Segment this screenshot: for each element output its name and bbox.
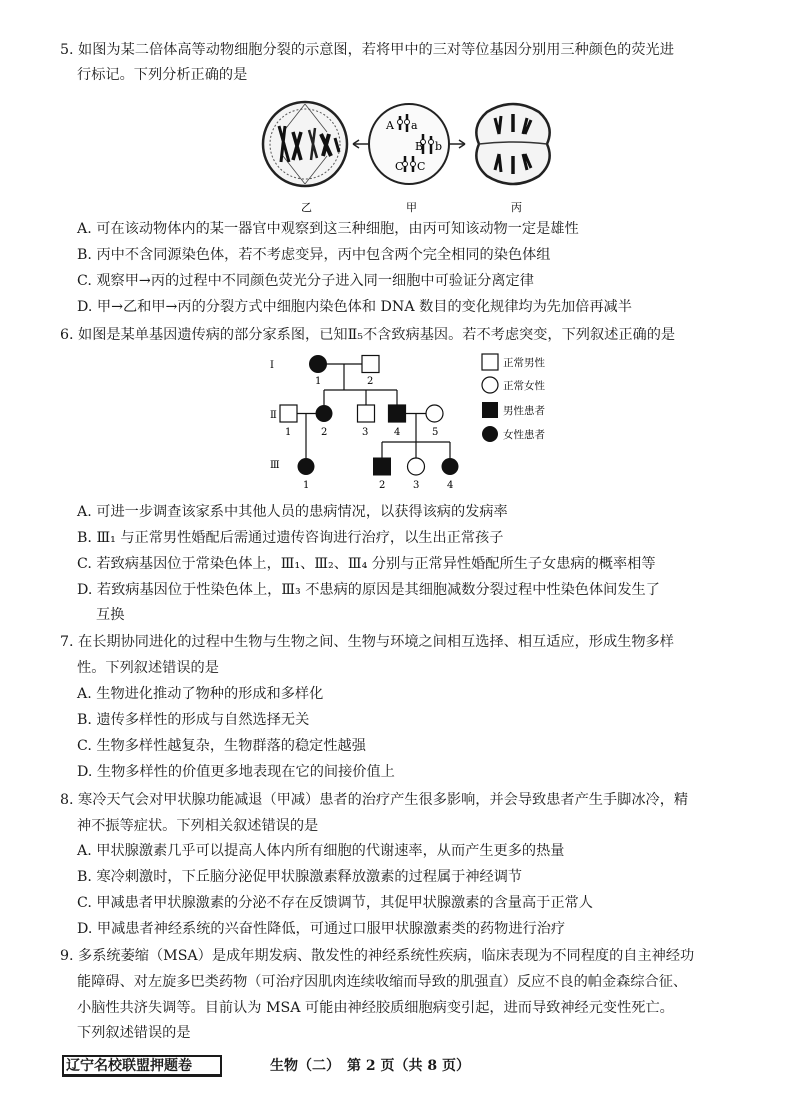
- q7-option-c: C. 生物多样性越复杂，生物群落的稳定性越强: [77, 738, 366, 754]
- cell-bing: [476, 104, 549, 184]
- q7-option-b: B. 遗传多样性的形成与自然选择无关: [77, 712, 310, 728]
- gen-II-label: Ⅱ: [270, 410, 277, 421]
- footer-page-info: 生物（二） 第 2 页（共 8 页）: [270, 1058, 470, 1074]
- I-2-number: 2: [367, 376, 374, 387]
- legend-affected-male: 男性患者: [503, 405, 545, 417]
- gene-a-label: a: [411, 119, 418, 132]
- I-1-affected-female: [310, 356, 327, 373]
- q7-stem-line2: 性。下列叙述错误的是: [77, 660, 219, 676]
- q6-option-b: B. Ⅲ₁ 与正常男性婚配后需通过遗传咨询进行治疗，以生出正常孩子: [77, 530, 504, 546]
- q5-stem-line2: 行标记。下列分析正确的是: [77, 67, 248, 83]
- q9-stem-line2: 能障碍、对左旋多巴类药物（可治疗因肌肉连续收缩而导致的肌强直）反应不良的帕金森综合征、: [77, 974, 688, 990]
- q6-option-d-line1: D. 若致病基因位于性染色体上，Ⅲ₃ 不患病的原因是其细胞减数分裂过程中性染色体间发生了: [77, 582, 660, 598]
- q9-stem-line1: 9. 多系统萎缩（MSA）是成年期发病、散发性的神经系统性疾病，临床表现为不同程度的自主神经功: [60, 948, 695, 964]
- label-bing: 丙: [511, 201, 522, 214]
- II-5-number: 5: [432, 427, 439, 438]
- legend-normal-female: 正常女性: [503, 380, 545, 392]
- III-1-affected-female: [298, 458, 315, 475]
- II-3-number: 3: [362, 427, 369, 438]
- q8-option-b: B. 寒冷刺激时，下丘脑分泌促甲状腺激素释放激素的过程属于神经调节: [77, 869, 523, 885]
- legend-normal-male-symbol: [482, 354, 498, 370]
- II-4-number: 4: [394, 427, 401, 438]
- q9-stem-line3: 小脑性共济失调等。目前认为 MSA 可能由神经胶质细胞病变引起，进而导致神经元变性死亡。: [77, 1000, 674, 1016]
- legend-normal-male: 正常男性: [503, 357, 545, 369]
- footer-title: 辽宁名校联盟押题卷: [66, 1058, 192, 1074]
- legend-normal-female-symbol: [482, 377, 498, 393]
- III-1-number: 1: [303, 480, 310, 491]
- label-yi: 乙: [301, 201, 312, 214]
- q8-stem-line2: 神不振等症状。下列相关叙述错误的是: [77, 818, 319, 834]
- q8-option-a: A. 甲状腺激素几乎可以提高人体内所有细胞的代谢速率，从而产生更多的热量: [77, 843, 565, 859]
- II-4-affected-male: [389, 405, 406, 422]
- pedigree-legend: [482, 354, 545, 442]
- III-3-number: 3: [413, 480, 420, 491]
- q5-stem-line1: 5. 如图为某二倍体高等动物细胞分裂的示意图，若将甲中的三对等位基因分别用三种颜色的荧光进: [60, 42, 674, 58]
- gene-c-label: C: [417, 160, 426, 173]
- gene-B-label: B: [415, 140, 424, 153]
- I-1-number: 1: [315, 376, 322, 387]
- II-1-normal-male: [280, 405, 297, 422]
- legend-affected-male-symbol: [482, 402, 498, 418]
- q9-stem-line4: 下列叙述错误的是: [77, 1025, 191, 1041]
- II-3-normal-male: [358, 405, 375, 422]
- II-1-number: 1: [285, 427, 292, 438]
- q7-stem-line1: 7. 在长期协同进化的过程中生物与生物之间、生物与环境之间相互选择、相互适应，形成生物多样: [60, 634, 674, 650]
- gene-A-label: A: [386, 119, 394, 132]
- q7-option-a: A. 生物进化推动了物种的形成和多样化: [77, 686, 324, 702]
- gen-III-label: Ⅲ: [270, 460, 280, 471]
- legend-affected-female-symbol: [482, 426, 498, 442]
- I-2-normal-male: [362, 356, 379, 373]
- pedigree-chart: [262, 350, 572, 495]
- III-4-number: 4: [447, 480, 454, 491]
- III-2-number: 2: [379, 480, 386, 491]
- III-2-affected-male: [374, 458, 391, 475]
- II-2-number: 2: [321, 427, 328, 438]
- gene-b-label: b: [435, 140, 443, 153]
- q6-option-c: C. 若致病基因位于常染色体上，Ⅲ₁、Ⅲ₂、Ⅲ₄ 分别与正常异性婚配所生子女患病的概率相等: [77, 556, 656, 572]
- q7-option-d: D. 生物多样性的价值更多地表现在它的间接价值上: [77, 764, 395, 780]
- gene-C-label: C: [395, 160, 404, 173]
- q6-option-a: A. 可进一步调查该家系中其他人员的患病情况，以获得该病的发病率: [77, 504, 508, 520]
- cell-division-figure: [255, 92, 565, 217]
- II-5-normal-female: [426, 405, 443, 422]
- q6-option-d-line2: 互换: [96, 607, 125, 623]
- cell-yi: [263, 102, 347, 186]
- III-3-normal-female: [408, 458, 425, 475]
- q8-stem-line1: 8. 寒冷天气会对甲状腺功能减退（甲减）患者的治疗产生很多影响，并会导致患者产生手脚冰冷，精: [60, 792, 689, 808]
- q5-option-d: D. 甲→乙和甲→丙的分裂方式中细胞内染色体和 DNA 数目的变化规律均为先加倍再减半: [77, 299, 632, 315]
- label-jia: 甲: [406, 201, 417, 214]
- q5-option-b: B. 丙中不含同源染色体，若不考虑变异，丙中包含两个完全相同的染色体组: [77, 247, 551, 263]
- III-4-affected-female: [442, 458, 459, 475]
- cell-jia: [369, 104, 449, 184]
- q5-option-a: A. 可在该动物体内的某一器官中观察到这三种细胞，由丙可知该动物一定是雄性: [77, 221, 579, 237]
- II-2-affected-female: [316, 405, 333, 422]
- q5-option-c: C. 观察甲→丙的过程中不同颜色荧光分子进入同一细胞中可验证分离定律: [77, 273, 534, 289]
- q8-option-d: D. 甲减患者神经系统的兴奋性降低，可通过口服甲状腺激素类的药物进行治疗: [77, 921, 566, 937]
- q8-option-c: C. 甲减患者甲状腺激素的分泌不存在反馈调节，其促甲状腺激素的含量高于正常人: [77, 895, 593, 911]
- gen-I-label: Ⅰ: [270, 360, 274, 371]
- legend-affected-female: 女性患者: [503, 429, 545, 441]
- q6-stem: 6. 如图是某单基因遗传病的部分家系图，已知Ⅱ₅不含致病基因。若不考虑突变，下列叙述正确的是: [60, 327, 676, 343]
